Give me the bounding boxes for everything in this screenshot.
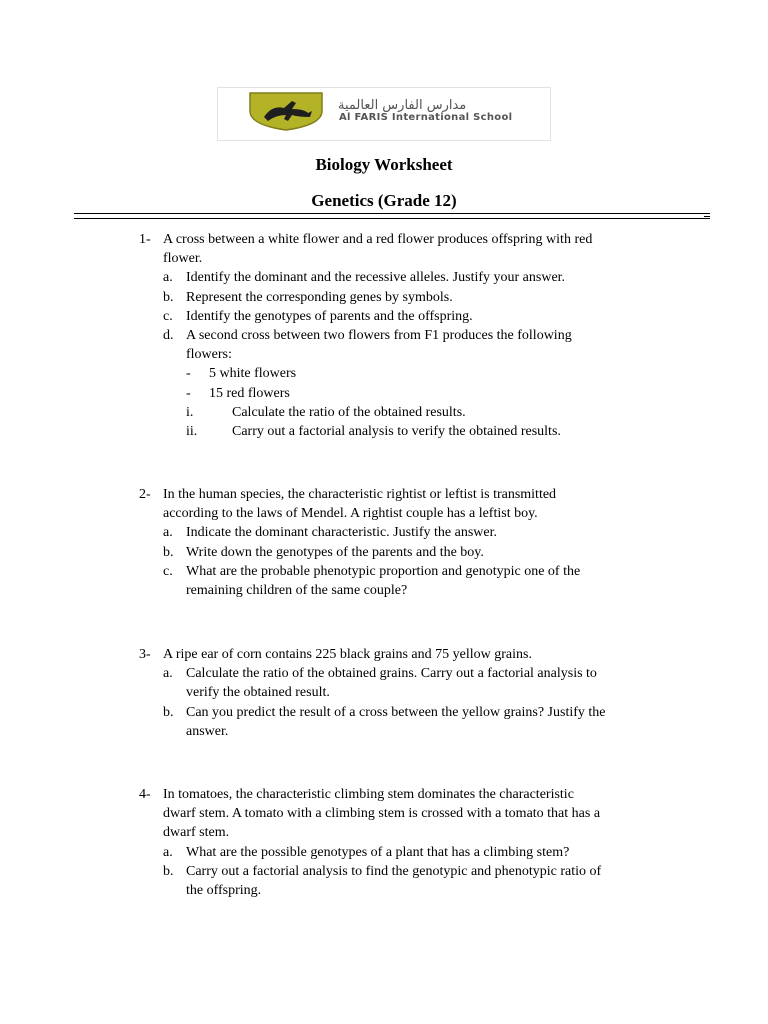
subitem-label: a.	[163, 270, 173, 286]
subitem-text: answer.	[186, 723, 229, 739]
header-rule-bottom	[74, 218, 710, 219]
subitem-text: A second cross between two flowers from F1 produces the following	[186, 327, 572, 343]
roman-label: i.	[186, 404, 194, 420]
subitem-text: Write down the genotypes of the parents and the boy.	[186, 544, 484, 560]
subitem-label: b.	[163, 704, 174, 720]
dash-item-text: 5 white flowers	[209, 366, 297, 382]
question-text: flower.	[163, 251, 203, 267]
subitem-label: a.	[163, 844, 173, 860]
question-text: A ripe ear of corn contains 225 black grains and 75 yellow grains.	[163, 647, 532, 662]
question-text: In the human species, the characteristic rightist or leftist is transmitted	[163, 487, 557, 502]
subitem-text: remaining children of the same couple?	[186, 582, 408, 598]
question-number: 2-	[139, 487, 151, 502]
subitem-label: d.	[163, 327, 174, 343]
header-rule-top	[74, 213, 710, 214]
dash-bullet: -	[186, 385, 191, 401]
roman-item-text: Carry out a factorial analysis to verify the obtained results.	[232, 423, 561, 439]
subitem-text: flowers:	[186, 347, 232, 363]
subitem-label: b.	[163, 544, 174, 560]
question-text: dwarf stem. A tomato with a climbing stem is crossed with a tomato that has a	[163, 806, 601, 822]
question-text: according to the laws of Mendel. A rightist couple has a leftist boy.	[163, 506, 538, 522]
dash-bullet: -	[186, 366, 191, 382]
subitem-label: a.	[163, 666, 173, 682]
question-text: dwarf stem.	[163, 825, 230, 841]
school-logo	[218, 88, 550, 140]
subitem-label: b.	[163, 863, 174, 879]
worksheet-subtitle: Genetics (Grade 12)	[311, 191, 457, 210]
subitem-text: Calculate the ratio of the obtained grains. Carry out a factorial analysis to	[186, 666, 597, 682]
subitem-text: Identify the dominant and the recessive alleles. Justify your answer.	[186, 270, 566, 286]
roman-item-text: Calculate the ratio of the obtained results.	[232, 404, 466, 420]
subitem-label: b.	[163, 289, 174, 305]
subitem-text: Can you predict the result of a cross between the yellow grains? Justify the	[186, 704, 606, 720]
question-text: A cross between a white flower and a red flower produces offspring with red	[163, 232, 593, 247]
subitem-text: What are the probable phenotypic proportion and genotypic one of the	[186, 563, 581, 579]
school-name-arabic: مدارس الفارس العالمية	[338, 98, 467, 113]
subitem-text: Identify the genotypes of parents and the offspring.	[186, 308, 473, 324]
question-3	[0, 645, 768, 741]
question-number: 4-	[139, 787, 151, 802]
question-1	[0, 230, 768, 441]
subitem-label: c.	[163, 563, 173, 579]
school-crest-icon	[248, 91, 324, 131]
subitem-text: the offspring.	[186, 882, 262, 898]
subitem-text: Indicate the dominant characteristic. Justify the answer.	[186, 525, 498, 541]
school-name-english: Al FARIS International School	[339, 112, 513, 123]
subitem-text: Represent the corresponding genes by symbols.	[186, 289, 453, 305]
subitem-label: a.	[163, 525, 173, 541]
question-text: In tomatoes, the characteristic climbing stem dominates the characteristic	[163, 787, 574, 802]
subitem-text: Carry out a factorial analysis to find the genotypic and phenotypic ratio of	[186, 863, 602, 879]
roman-label: ii.	[186, 423, 198, 439]
header-rule-tick	[704, 216, 710, 217]
worksheet-title: Biology Worksheet	[315, 155, 453, 174]
question-2	[0, 485, 768, 600]
question-number: 3-	[139, 647, 151, 662]
subitem-text: What are the possible genotypes of a plant that has a climbing stem?	[186, 844, 570, 860]
subitem-label: c.	[163, 308, 173, 324]
dash-item-text: 15 red flowers	[209, 385, 290, 401]
subitem-text: verify the obtained result.	[186, 685, 330, 701]
question-number: 1-	[139, 232, 151, 247]
question-4	[0, 785, 768, 900]
